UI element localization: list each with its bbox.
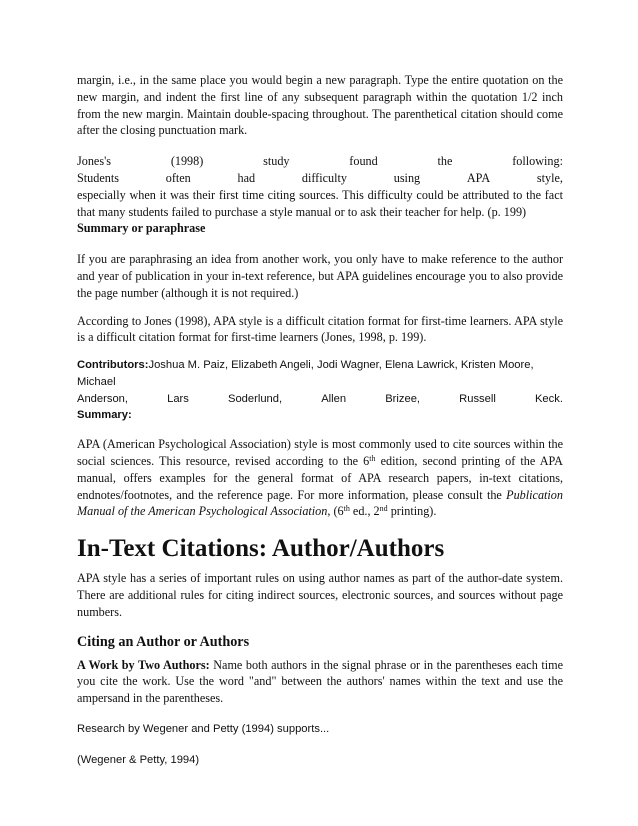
- word: Soderlund,: [227, 393, 283, 406]
- word: Jones's: [77, 154, 112, 169]
- word: study: [263, 154, 290, 169]
- contributors-block: [77, 357, 563, 422]
- word: Russell: [459, 393, 496, 406]
- word: difficulty: [301, 170, 347, 185]
- summary-label: Summary:: [77, 409, 132, 422]
- word: Anderson,: [77, 393, 128, 406]
- word: had: [237, 170, 256, 185]
- word: style,: [536, 170, 563, 185]
- quote-line-1: [77, 153, 563, 170]
- paragraph-paraphrase: If you are paraphrasing an idea from another work, you only have to make reference to the author and year of publication in your in-text reference, but APA guidelines encourage you to also provide the page number (although it is not required.): [77, 252, 563, 300]
- two-authors-label: A Work by Two Authors:: [77, 657, 210, 672]
- block-quote-example: [77, 153, 563, 220]
- paragraph-two-authors: A Work by Two Authors: Name both authors in the signal phrase or in the parentheses each time you cite the work. Use the word "and" between the authors' names within the text and use the ampersand in the parentheses.: [77, 657, 563, 706]
- section-title: In-Text Citations: Author/Authors: [77, 535, 445, 563]
- word: Students: [77, 170, 119, 185]
- contributors-names: Joshua M. Paiz, Elizabeth Angeli, Jodi Wagner, Elena Lawrick, Kristen Moore, Michael: [77, 359, 534, 389]
- word: Brizee,: [385, 393, 421, 406]
- word: Lars: [167, 393, 189, 406]
- word: the: [437, 154, 453, 169]
- subsection-title: Citing an Author or Authors: [77, 633, 250, 650]
- word: (1998): [170, 154, 204, 169]
- word: following:: [512, 154, 563, 169]
- word: using: [393, 170, 421, 185]
- example-parenthetical-citation: (Wegener & Petty, 1994): [77, 753, 200, 766]
- contributors-line-1: [77, 357, 563, 391]
- summary-heading: Summary or paraphrase: [77, 221, 206, 236]
- paragraph-quotation-format: margin, i.e., in the same place you would begin a new paragraph. Type the entire quotation on the new margin, and indent the first line of any subsequent paragraph within the quotation 1/2 inch from the new margin. Maintain double-spacing throughout. The parenthetical citation should come after the closing punctuation mark.: [77, 73, 563, 138]
- word: often: [165, 170, 191, 185]
- paragraph-author-rules: APA style has a series of important rules on using author names as part of the author-date system. There are additional rules for citing indirect sources, electronic sources, and sources without page numbers.: [77, 571, 563, 619]
- contributors-label: Contributors:: [77, 359, 149, 372]
- quote-line-2: [77, 170, 563, 187]
- word: APA: [466, 170, 491, 185]
- paragraph-example: According to Jones (1998), APA style is a difficult citation format for first-time learners. APA style is a difficult citation format for first-time learners (Jones, 1998, p. 199).: [77, 313, 563, 345]
- word: Keck.: [534, 393, 563, 406]
- quote-remainder: especially when it was their first time citing sources. This difficulty could be attributed to the fact that many students failed to purchase a style manual or to ask their teacher for help. (p. 199): [77, 187, 563, 219]
- document-page: [77, 72, 563, 769]
- example-narrative-citation: Research by Wegener and Petty (1994) supports...: [77, 722, 330, 735]
- word: Allen: [321, 393, 347, 406]
- paragraph-apa-summary: APA (American Psychological Association) style is most commonly used to cite sources within the social sciences. This resource, revised according to the 6th edition, second printing of the APA manual, offers examples for the general format of APA research papers, in-text citations, endnotes/footnotes, and the reference page. For more information, please consult the Publication Manual of the American Psychological Association, (6th ed., 2nd printing).: [77, 437, 563, 519]
- word: found: [349, 154, 378, 169]
- contributors-line-2: [77, 391, 563, 408]
